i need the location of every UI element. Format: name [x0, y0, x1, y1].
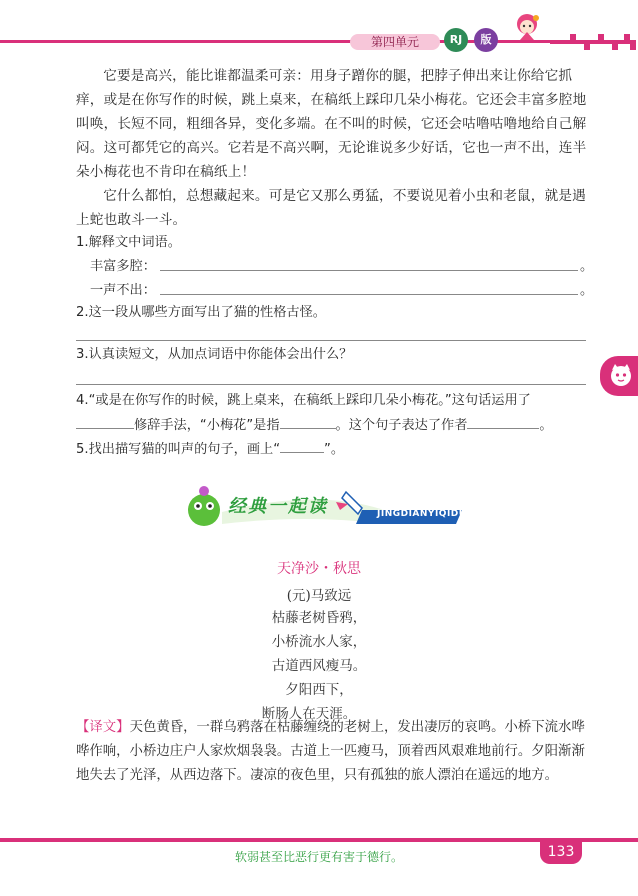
rj-badge: RJ — [444, 28, 468, 52]
cat-face-icon — [608, 362, 634, 388]
banner-title: 经典一起读 — [228, 496, 328, 517]
answer-end-mark: 。 — [580, 283, 594, 298]
poem-author: (元)马致远 — [286, 588, 352, 604]
question-5 — [76, 438, 344, 461]
poem-line: 夕阳西下， — [285, 682, 353, 698]
poem-title: 天净沙・秋思 — [277, 561, 361, 577]
answer-line-3[interactable] — [76, 384, 586, 385]
blank-feeling[interactable] — [467, 414, 539, 429]
blank-plum[interactable] — [280, 414, 336, 429]
translation-text: 天色黄昏，一群乌鸦落在枯藤缠绕的老树上，发出凄厉的哀鸣。小桥下流水哗哗作响，小桥边庄户人家炊烟袅袅。古道上一匹瘦马，顶着西风艰难地前行。夕阳渐渐地失去了光泽，从西边落下。凄凉的夜色里，只有孤独的旅人漂泊在遥远的地方。 — [76, 720, 585, 783]
translation-tag: 【译文】 — [76, 720, 130, 735]
translation — [76, 716, 590, 788]
q5-part2: ”。 — [324, 442, 345, 457]
answer-line-1b[interactable] — [160, 294, 578, 295]
blank-rhetoric[interactable] — [76, 414, 134, 429]
passage-paragraph-1: 它要是高兴，能比谁都温柔可亲：用身子蹭你的腿，把脖子伸出来让你给它抓痒，或是在你写作的时候，跳上桌来，在稿纸上踩印几朵小梅花。它还会丰富多腔地叫唤，长短不同，粗细各异，变化多端。在不叫的时候，它还会咕噜咕噜地给自己解闷。这可都凭它的高兴。它若是不高兴啊，无论谁说多少好话，它也一声不出，连半朵小梅花也不肯印在稿纸上！ — [76, 68, 587, 180]
q4-part1: 修辞手法，“小梅花”是指 — [134, 418, 280, 433]
poem-line: 古道西风瘦马。 — [271, 658, 367, 674]
poem-line: 小桥流水人家， — [271, 634, 367, 650]
question-3: 3.认真读短文，从加点词语中你能体会出什么？ — [76, 347, 353, 362]
edition-badge: 版 — [474, 28, 498, 52]
answer-line-1a[interactable] — [160, 270, 578, 271]
motto-text: 软弱甚至比恶行更有害于德行。 — [234, 850, 403, 864]
blank-mark[interactable] — [280, 438, 324, 453]
poem-line: 断肠人在天涯。 — [261, 706, 357, 722]
question-4-line2 — [76, 414, 553, 437]
page-number: 133 — [540, 840, 582, 864]
question-1: 1.解释文中词语。 — [76, 235, 181, 250]
q5-part1: 5.找出描写猫的叫声的句子，画上“ — [76, 442, 281, 457]
poem-line: 枯藤老树昏鸦， — [271, 610, 367, 626]
passage-paragraph-2: 它什么都怕，总想藏起来。可是它又那么勇猛，不要说见着小虫和老鼠，就是遇上蛇也敢斗一斗。 — [76, 188, 586, 228]
q4-end-mark: 。 — [539, 418, 553, 433]
banner-subtitle: JINGDIANYIQIDU — [377, 509, 467, 519]
checker-decoration — [550, 30, 636, 52]
unit-label: 第四单元 — [350, 34, 440, 50]
question-1b-label: 一声不出： — [90, 283, 156, 298]
answer-end-mark: 。 — [580, 259, 594, 274]
mascot-girl-icon — [508, 10, 546, 48]
question-2: 2.这一段从哪些方面写出了猫的性格古怪。 — [76, 305, 326, 320]
question-4-line1: 4.“或是在你写作的时候，跳上桌来，在稿纸上踩印几朵小梅花。”这句话运用了 — [76, 393, 531, 408]
q4-part2: 。这个句子表达了作者 — [335, 418, 468, 433]
question-1a-label: 丰富多腔： — [90, 259, 156, 274]
answer-line-2[interactable] — [76, 340, 586, 341]
